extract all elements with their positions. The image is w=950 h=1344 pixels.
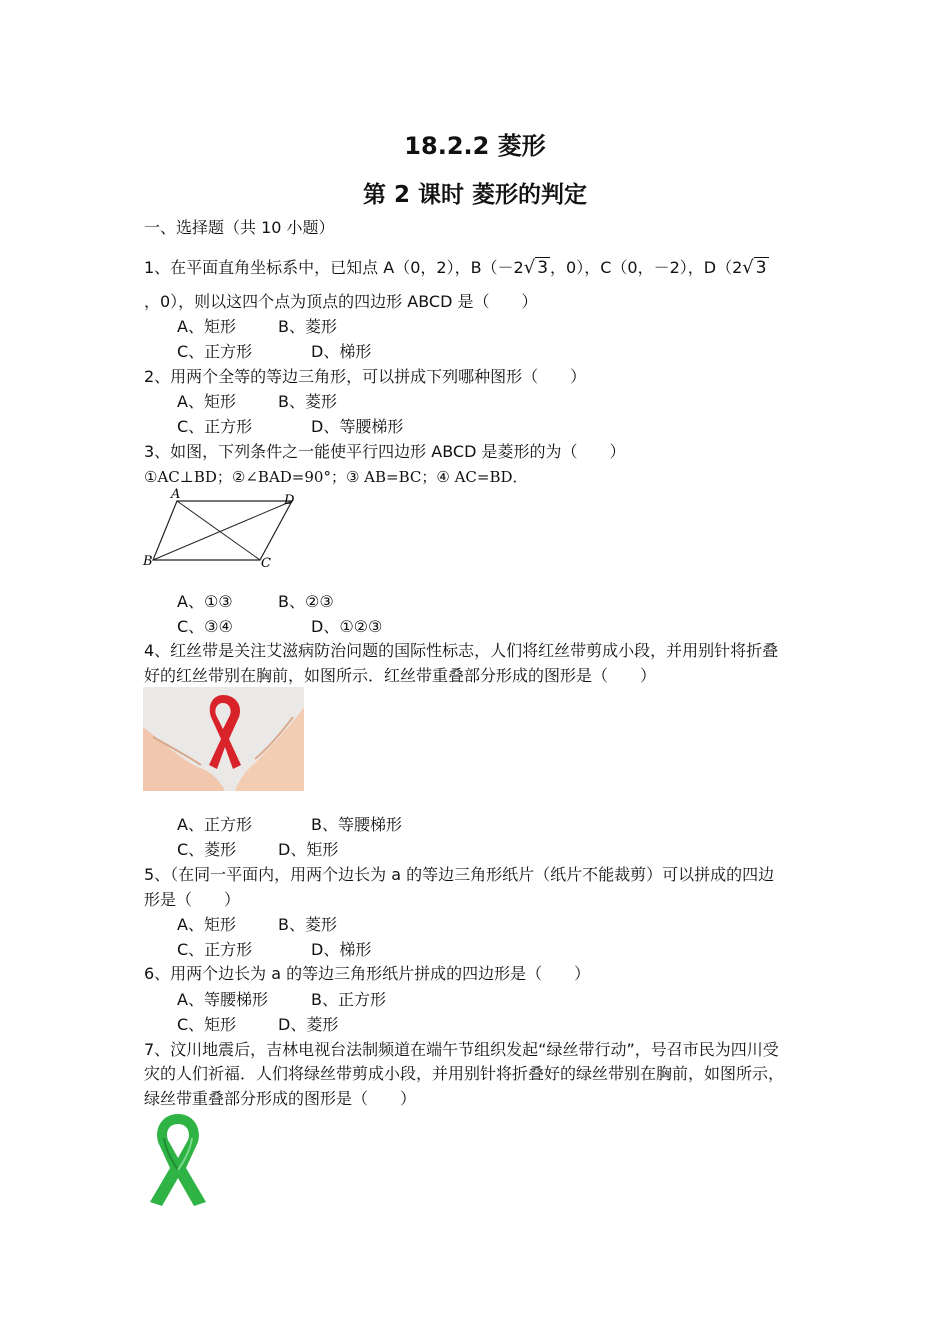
q5-option-a: A、矩形 — [177, 915, 236, 934]
q6-option-b: B、正方形 — [311, 990, 386, 1009]
vertex-label-d: D — [284, 493, 295, 508]
diagonal-ac — [177, 501, 260, 560]
page-title: 18.2.2 菱形 — [404, 132, 546, 160]
q1-option-d: D、梯形 — [311, 342, 372, 361]
q3-option-c: C、③④ — [177, 617, 233, 636]
q2-option-a: A、矩形 — [177, 392, 236, 411]
q4-option-b: B、等腰梯形 — [311, 815, 402, 834]
sqrt-argument-2: 3 — [755, 258, 767, 278]
page-subtitle: 第 2 课时 菱形的判定 — [362, 182, 588, 208]
question-4-line-1: 4、红丝带是关注艾滋病防治问题的国际性标志，人们将红丝带剪成小段，并用别针将折叠 — [144, 641, 779, 660]
q4-option-c: C、菱形 — [177, 840, 237, 859]
question-7-line-3: 绿丝带重叠部分形成的图形是（ ） — [144, 1089, 417, 1108]
q4-option-a: A、正方形 — [177, 815, 252, 834]
q3-option-d: D、①②③ — [311, 617, 383, 636]
question-1-line-2: ，0），则以这四个点为顶点的四边形 ABCD 是（ ） — [144, 292, 538, 311]
q2-option-d: D、等腰梯形 — [311, 417, 404, 436]
sqrt-symbol: √ 3 — [523, 257, 549, 278]
q3-option-a: A、①③ — [177, 592, 233, 611]
green-ribbon-figure — [144, 1112, 212, 1208]
question-3: 3、如图，下列条件之一能使平行四边形 ABCD 是菱形的为（ ） — [144, 442, 626, 461]
sqrt-argument: 3 — [537, 258, 549, 278]
q5-option-d: D、梯形 — [311, 940, 372, 959]
question-7-line-1: 7、汶川地震后，吉林电视台法制频道在端午节组织发起“绿丝带行动”，号召市民为四川受 — [144, 1040, 779, 1059]
q5-option-b: B、菱形 — [278, 915, 337, 934]
question-5-line-2: 形是（ ） — [144, 890, 241, 909]
question-7-line-2: 灾的人们祈福．人们将绿丝带剪成小段，并用别针将折叠好的绿丝带别在胸前，如图所示， — [144, 1064, 785, 1083]
q1-text-a: 1、在平面直角坐标系中，已知点 A（0，2），B（－2 — [144, 258, 524, 277]
q3-conditions: ①AC⊥BD；②∠BAD=90°；③ AB=BC；④ AC=BD． — [144, 468, 528, 486]
q5-option-c: C、正方形 — [177, 940, 253, 959]
q2-option-c: C、正方形 — [177, 417, 253, 436]
q1-text-b: ，0），C（0，－2），D（2 — [550, 258, 743, 277]
q6-option-d: D、菱形 — [278, 1015, 339, 1034]
sqrt-symbol-2: √ 3 — [742, 257, 767, 278]
question-5-line-1: 5、（在同一平面内，用两个边长为 a 的等边三角形纸片（纸片不能裁剪）可以拼成的四边 — [144, 865, 775, 884]
q6-option-a: A、等腰梯形 — [177, 990, 268, 1009]
green-ribbon-icon — [150, 1114, 206, 1206]
section-heading: 一、选择题（共 10 小题） — [144, 218, 335, 237]
q2-option-b: B、菱形 — [278, 392, 337, 411]
question-6: 6、用两个边长为 a 的等边三角形纸片拼成的四边形是（ ） — [144, 964, 591, 983]
question-1-line-1 — [144, 258, 769, 278]
q3-option-b: B、②③ — [278, 592, 334, 611]
parallelogram-figure — [140, 486, 310, 572]
vertex-label-b: B — [143, 554, 153, 569]
vertex-label-a: A — [171, 487, 181, 502]
q4-option-d: D、矩形 — [278, 840, 339, 859]
red-ribbon-photo — [143, 687, 304, 791]
q6-option-c: C、矩形 — [177, 1015, 237, 1034]
question-2: 2、用两个全等的等边三角形，可以拼成下列哪种图形（ ） — [144, 367, 587, 386]
vertex-label-c: C — [261, 556, 271, 571]
q1-option-b: B、菱形 — [278, 317, 337, 336]
q1-option-c: C、正方形 — [177, 342, 253, 361]
question-4-line-2: 好的红丝带别在胸前，如图所示．红丝带重叠部分形成的图形是（ ） — [144, 666, 657, 685]
q1-option-a: A、矩形 — [177, 317, 236, 336]
